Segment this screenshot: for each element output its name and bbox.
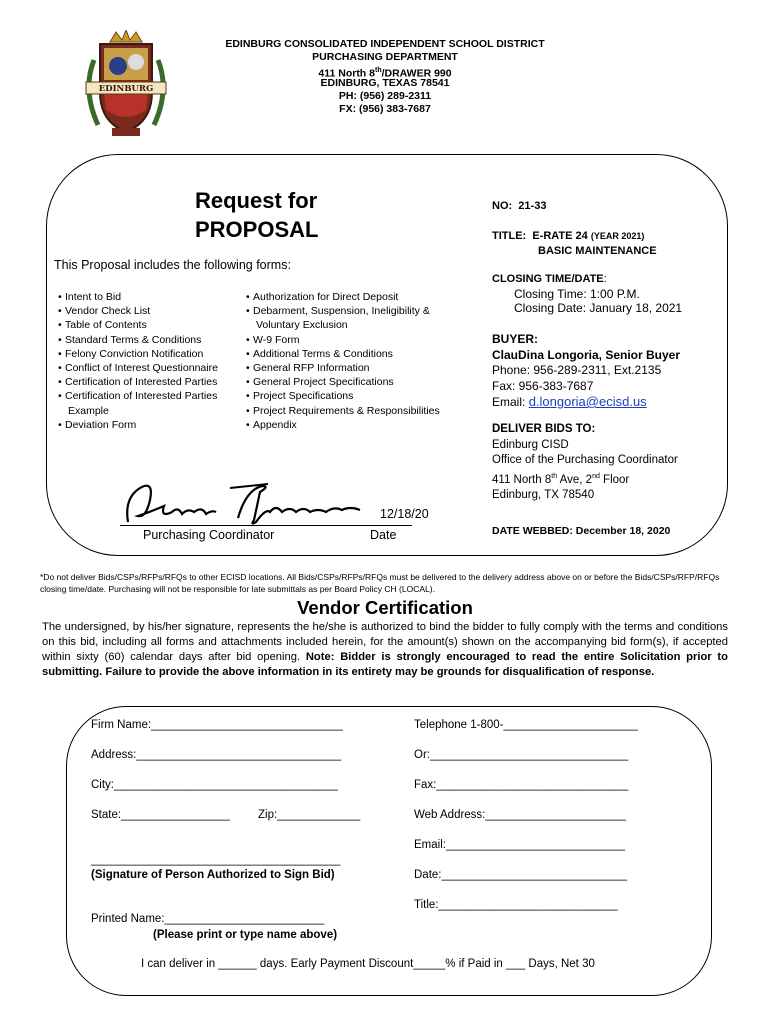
- address-field[interactable]: Address:________________________________: [91, 749, 342, 761]
- forms-intro: This Proposal includes the following forms:: [54, 258, 291, 272]
- list-item: • Intent to Bid: [58, 290, 238, 304]
- rfp-title: Request for PROPOSAL: [195, 188, 319, 242]
- list-item: • Certification of Interested Parties Example: [58, 389, 238, 417]
- date-field[interactable]: Date:_____________________________: [414, 869, 627, 881]
- list-item: • Deviation Form: [58, 418, 238, 432]
- firm-name-field[interactable]: Firm Name:______________________________: [91, 719, 343, 731]
- signature-line: [120, 525, 412, 526]
- signature-date: 12/18/20: [380, 507, 429, 521]
- bid-title: TITLE: E-RATE 24 (YEAR 2021) BASIC MAINTENANCE: [492, 230, 657, 257]
- email-field[interactable]: Email:____________________________: [414, 839, 626, 851]
- department-address: 411 North 8th/DRAWER 990: [318, 67, 452, 80]
- delivery-address: DELIVER BIDS TO: Edinburg CISD Office of the Purchasing Coordinator 411 North 8th Ave, 2nd Floor Edinburg, TX 78540: [492, 423, 678, 501]
- date-webbed: DATE WEBBED: December 18, 2020: [492, 525, 671, 537]
- coordinator-label: Purchasing Coordinator: [143, 528, 275, 542]
- telephone-field[interactable]: Telephone 1-800-_____________________: [414, 719, 638, 731]
- fax-field[interactable]: Fax:______________________________: [414, 779, 629, 791]
- zip-field[interactable]: Zip:_____________: [258, 809, 361, 821]
- district-name: EDINBURG CONSOLIDATED INDEPENDENT SCHOOL DISTRICT: [225, 38, 545, 50]
- department-fax: FX: (956) 383-7687: [339, 103, 431, 115]
- vendor-certification-title: Vendor Certification: [297, 597, 473, 618]
- forms-list-right: [246, 290, 476, 432]
- closing-info: CLOSING TIME/DATE: Closing Time: 1:00 P.M. Closing Date: January 18, 2021: [492, 273, 683, 315]
- buyer-info: BUYER: ClauDina Longoria, Senior Buyer Phone: 956-289-2311, Ext.2135 Fax: 956-383-7687 Email: d.longoria@ecisd.us: [492, 332, 681, 409]
- list-item: • General RFP Information: [246, 361, 476, 375]
- list-item: • W-9 Form: [246, 333, 476, 347]
- forms-list-left: [58, 290, 238, 432]
- date-label: Date: [370, 528, 397, 542]
- list-item: • Additional Terms & Conditions: [246, 347, 476, 361]
- department-phone: PH: (956) 289-2311: [338, 90, 432, 102]
- delivery-notice: *Do not deliver Bids/CSPs/RFPs/RFQs to other ECISD locations. All Bids/CSPs/RFPs/RFQs must be delivered to the delivery address above on or before the Bids/CSPs/RFP/RFQs closing time/date. Purchasing will not be responsible for late submittals as per Board Policy CH (LOCAL).: [40, 572, 720, 594]
- list-item: • Certification of Interested Parties: [58, 375, 238, 389]
- svg-text:EDINBURG: EDINBURG: [98, 84, 154, 94]
- list-item: • Conflict of Interest Questionnaire: [58, 361, 238, 375]
- department-name: PURCHASING DEPARTMENT: [312, 51, 458, 63]
- printed-name-field[interactable]: Printed Name:_________________________: [91, 913, 325, 925]
- delivery-terms-field[interactable]: I can deliver in ______ days. Early Payment Discount_____% if Paid in ___ Days, Net 30: [141, 958, 595, 970]
- department-city: EDINBURG, TEXAS 78541: [320, 77, 450, 89]
- state-field[interactable]: State:_________________: [91, 809, 230, 821]
- list-item: • Project Specifications: [246, 389, 476, 403]
- list-item: • Appendix: [246, 418, 476, 432]
- list-item: • Felony Conviction Notification: [58, 347, 238, 361]
- city-field[interactable]: City:___________________________________: [91, 779, 338, 791]
- list-item: • General Project Specifications: [246, 375, 476, 389]
- vendor-certification-body: The undersigned, by his/her signature, represents the he/she is authorized to bind the bidder to fully comply with the terms and conditions on this bid, including all forms and attachments included herein, for the amount(s) shown on the accompanying bid form(s), if accepted within sixty (60) calendar days after bid opening. Note: Bidder is strongly encouraged to read the entire Solicitation prior to submitting. Failure to provide the above information in its entirety may be grounds for disqualification of response.: [42, 621, 728, 678]
- buyer-email-link[interactable]: d.longoria@ecisd.us: [528, 394, 647, 409]
- list-item: • Debarment, Suspension, Ineligibility & Voluntary Exclusion: [246, 304, 476, 332]
- bid-signature-field[interactable]: _______________________________________: [91, 854, 341, 866]
- web-address-field[interactable]: Web Address:______________________: [414, 809, 627, 821]
- or-field[interactable]: Or:_______________________________: [414, 749, 629, 761]
- list-item: • Project Requirements & Responsibilities: [246, 404, 476, 418]
- coordinator-signature: [120, 478, 365, 530]
- list-item: • Authorization for Direct Deposit: [246, 290, 476, 304]
- bid-number: NO: 21-33: [492, 200, 547, 212]
- list-item: • Vendor Check List: [58, 304, 238, 318]
- title-field[interactable]: Title:____________________________: [414, 899, 618, 911]
- printed-name-note: (Please print or type name above): [153, 929, 338, 941]
- list-item: • Table of Contents: [58, 318, 238, 332]
- bid-signature-label: (Signature of Person Authorized to Sign Bid): [91, 869, 335, 881]
- list-item: • Standard Terms & Conditions: [58, 333, 238, 347]
